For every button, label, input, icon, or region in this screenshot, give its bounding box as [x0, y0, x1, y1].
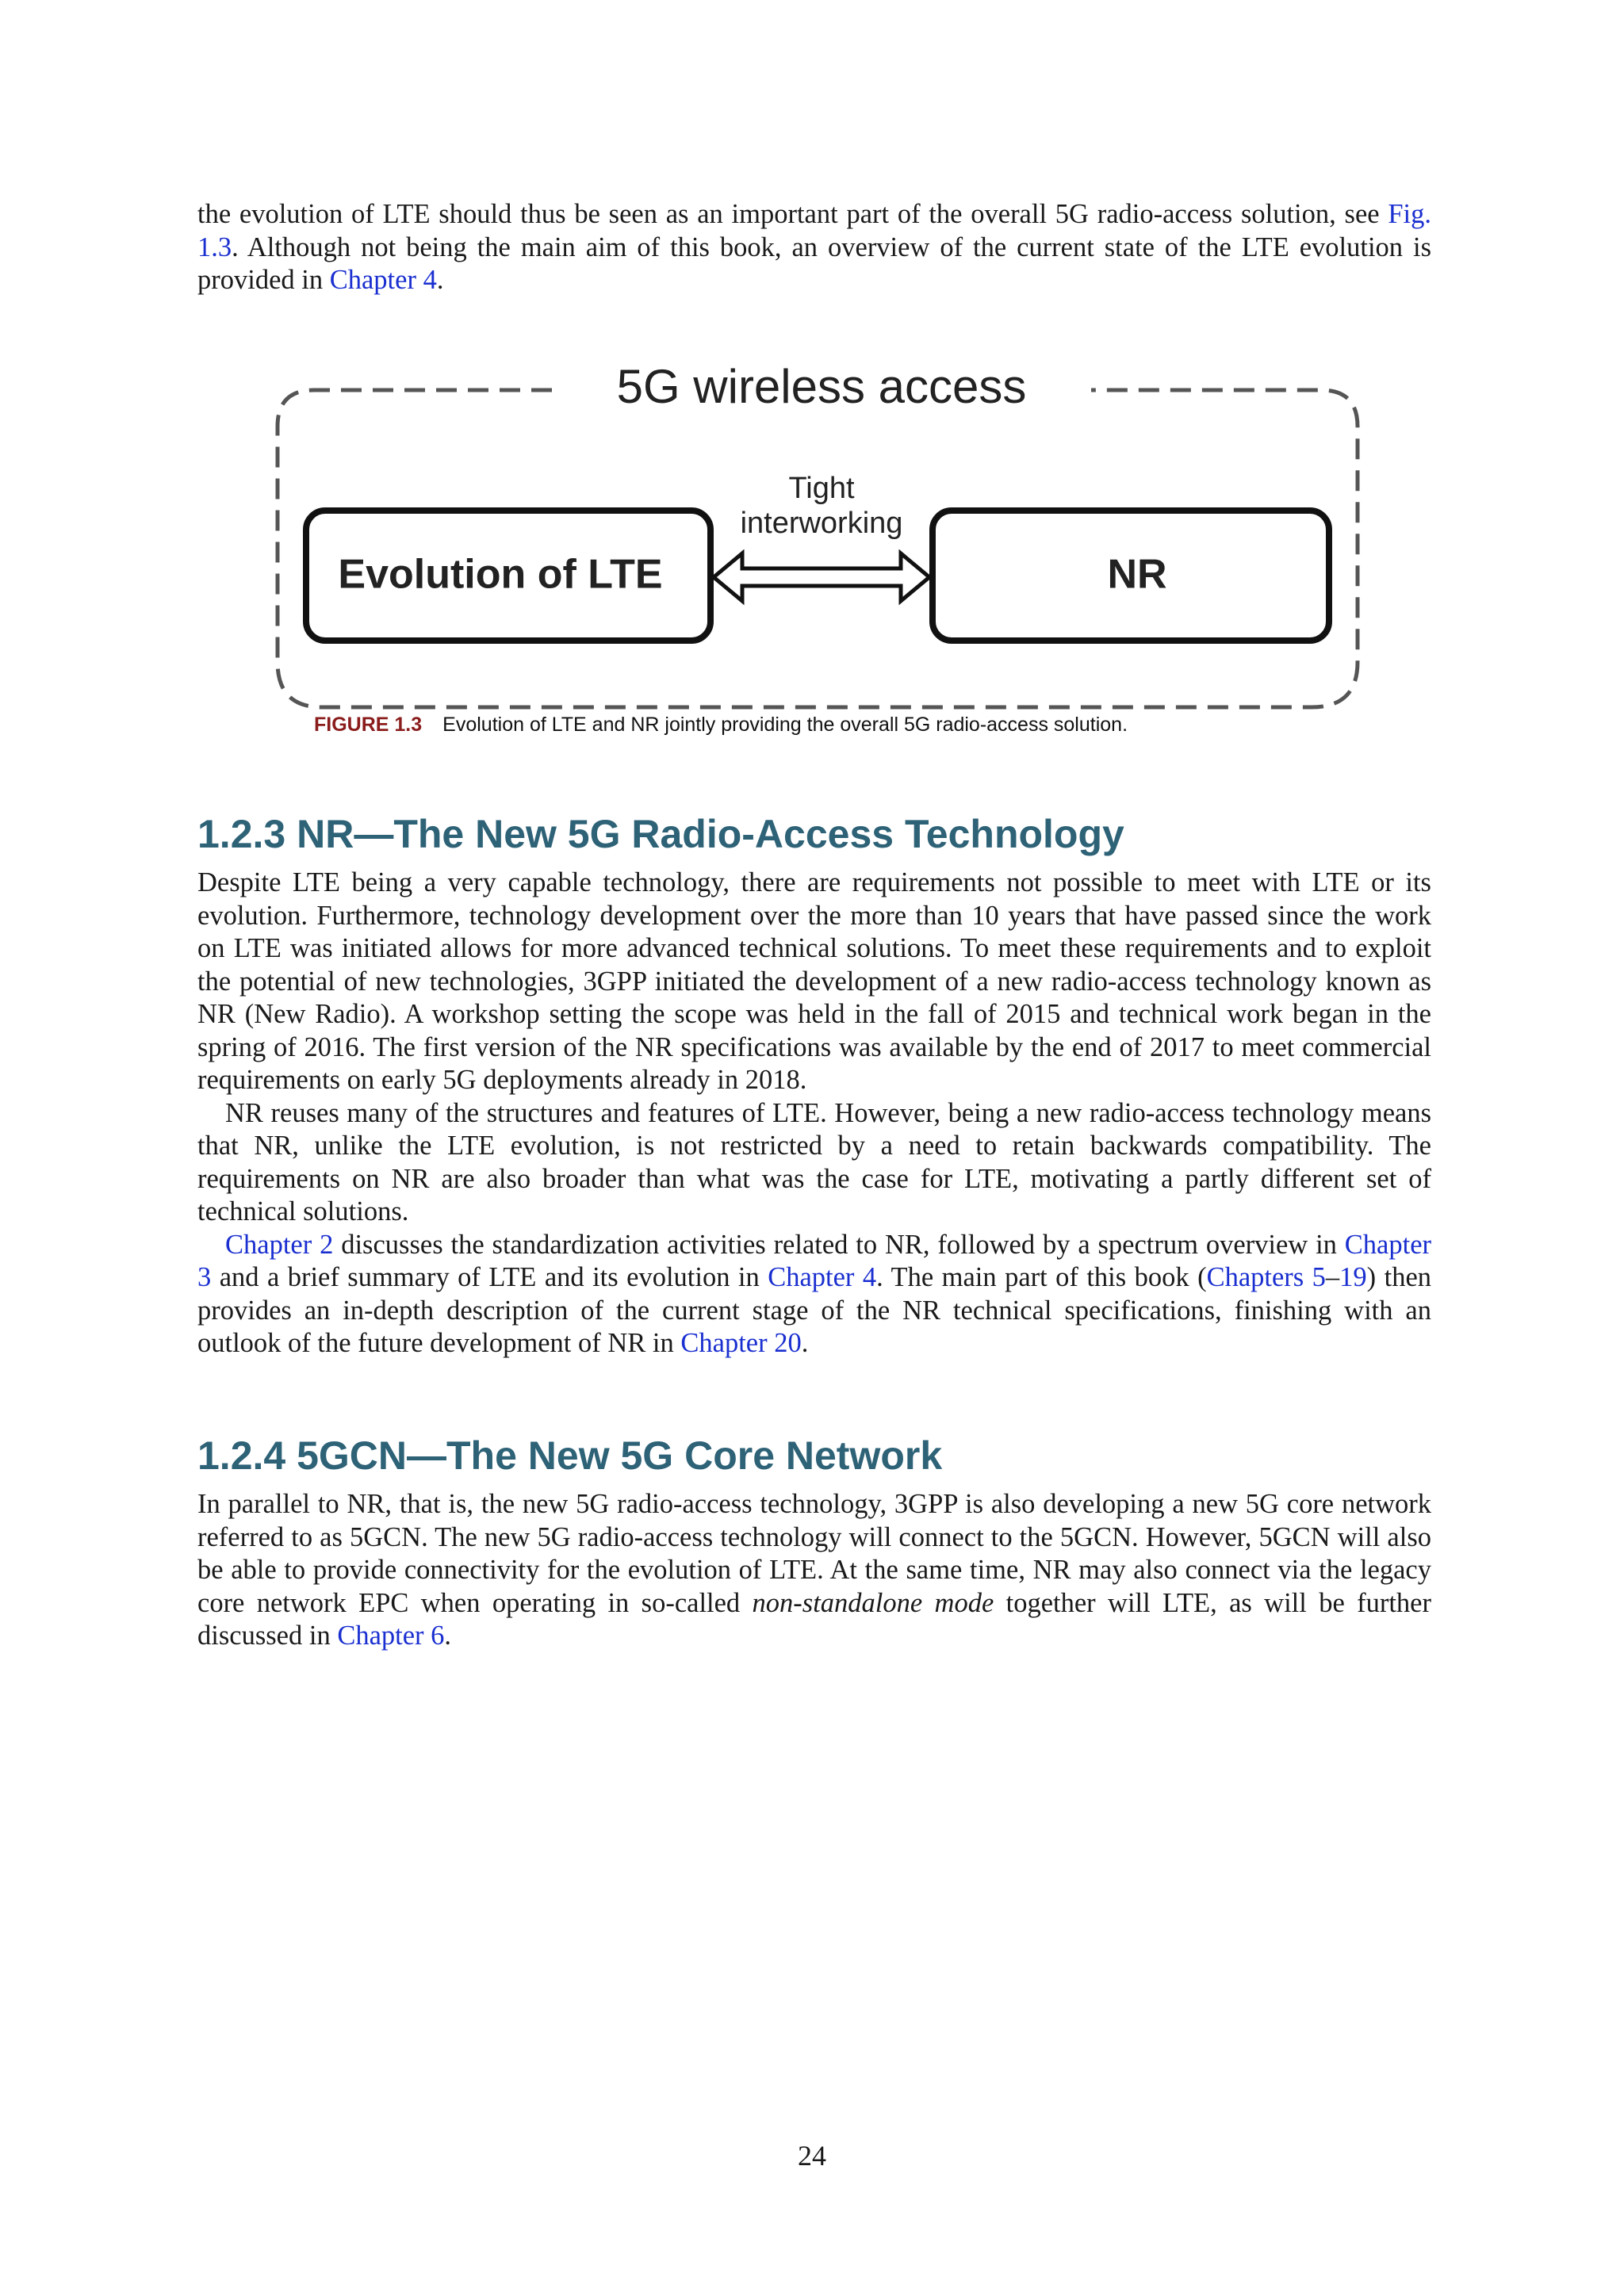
- intro-block: [197, 198, 1431, 297]
- section-1-2-4-paragraph-1: [197, 1488, 1431, 1653]
- p3-text-4: ) then provides an in-depth description of the current stage of the NR technical specifications, finishing with an outlook of the future development of NR in: [197, 1262, 1432, 1358]
- chapter-2-link[interactable]: Chapter 2: [225, 1229, 334, 1260]
- s124-text-2: together will LTE, as will be further discussed in: [197, 1587, 1431, 1651]
- s124-text-3: .: [444, 1621, 452, 1651]
- section-heading-1-2-3: 1.2.3 NR—The New 5G Radio-Access Technology: [197, 812, 1124, 856]
- figure-caption: [314, 714, 1128, 737]
- chapter-4-link[interactable]: Chapter 4: [329, 265, 437, 295]
- p3-text-2: and a brief summary of LTE and its evolution in: [211, 1262, 768, 1292]
- section-1-2-4-body: [197, 1488, 1431, 1653]
- p3-dash: –: [1325, 1262, 1340, 1292]
- p3-text-3: . The main part of this book (: [876, 1262, 1207, 1292]
- chapter-20-link[interactable]: Chapter 20: [680, 1328, 802, 1358]
- p3-text-1: discusses the standardization activities related to NR, followed by a spectrum overview in: [333, 1229, 1345, 1260]
- page-number: 24: [798, 2140, 826, 2172]
- section-1-2-3-body: [197, 867, 1431, 1360]
- section-heading-1-2-4: 1.2.4 5GCN—The New 5G Core Network: [197, 1433, 943, 1478]
- figure-diagram: [266, 349, 1369, 721]
- arrow-label-line1: Tight: [788, 472, 855, 505]
- intro-text-3: .: [436, 265, 444, 295]
- figure-1-3-link[interactable]: Fig. 1.3: [197, 199, 1431, 262]
- interworking-arrow: [714, 553, 929, 601]
- s124-text-1: In parallel to NR, that is, the new 5G radio-access technology, 3GPP is also developing a new 5G core network referred to as 5GCN. The new 5G radio-access technology will connect to the 5GCN. However, 5GCN will also be able to provide connectivity for the evolution of LTE. At the same time, NR may also connect via the legacy core network EPC when operating in so-called: [197, 1489, 1431, 1618]
- intro-text-2: . Although not being the main aim of this book, an overview of the current state of the LTE evolution is provided in: [197, 232, 1431, 295]
- non-standalone-mode-term: non-standalone mode: [752, 1587, 994, 1618]
- chapter-5-link[interactable]: Chapters 5: [1206, 1262, 1326, 1292]
- lte-evolution-label: Evolution of LTE: [338, 551, 663, 598]
- section-1-2-3-paragraph-1: Despite LTE being a very capable technology, there are requirements not possible to meet with LTE or its evolution. Furthermore, technology development over the more than 10 years that have passed since the work on LTE was initiated allows for more advanced technical solutions. To meet these requirements and to exploit the potential of new technologies, 3GPP initiated the development of a new radio-access technology known as NR (New Radio). A workshop setting the scope was held in the fall of 2015 and technical work began in the spring of 2016. The first version of the NR specifications was available by the end of 2017 to meet commercial requirements on early 5G deployments already in 2018.: [197, 867, 1431, 1095]
- chapter-4-link-2[interactable]: Chapter 4: [768, 1262, 877, 1292]
- section-1-2-3-paragraph-2: NR reuses many of the structures and features of LTE. However, being a new radio-access technology means that NR, unlike the LTE evolution, is not restricted by a need to retain backwards compatibility. The requirements on NR are also broader than what was the case for LTE, motivating a partly different set of technical solutions.: [197, 1097, 1431, 1226]
- chapter-3-link[interactable]: Chapter 3: [197, 1229, 1432, 1292]
- nr-label: NR: [1107, 551, 1167, 598]
- chapter-19-link[interactable]: 19: [1339, 1262, 1367, 1292]
- outer-frame-label: 5G wireless access: [616, 359, 1027, 413]
- intro-paragraph: [197, 198, 1431, 297]
- chapter-6-link[interactable]: Chapter 6: [337, 1621, 445, 1651]
- p3-text-5: .: [801, 1328, 809, 1358]
- figure-caption-label: FIGURE 1.3: [314, 714, 423, 736]
- figure-caption-text: Evolution of LTE and NR jointly providing the overall 5G radio-access solution.: [442, 714, 1128, 736]
- figure-1-3: [266, 349, 1369, 745]
- intro-text-1: the evolution of LTE should thus be seen as an important part of the overall 5G radio-access solution, see: [197, 199, 1388, 229]
- section-1-2-3-paragraph-3: [197, 1229, 1431, 1360]
- arrow-label-line2: interworking: [740, 507, 903, 540]
